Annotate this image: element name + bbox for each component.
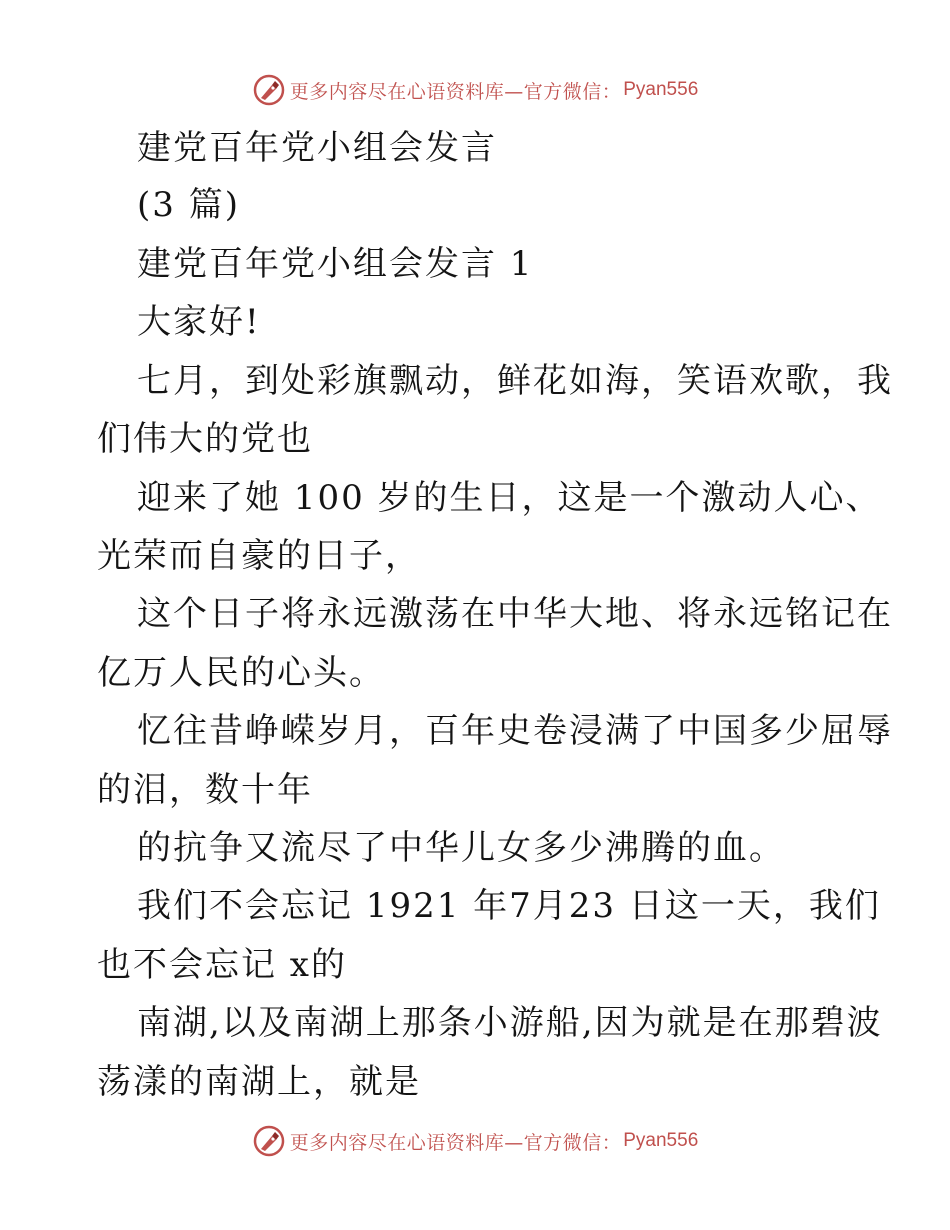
greeting: 大家好! (137, 302, 261, 342)
paragraph-line: 这个日子将永远激荡在中华大地、将永远铭记在 (137, 594, 893, 634)
pen-nib-logo-icon (252, 73, 286, 107)
header-watermark (0, 70, 950, 110)
paragraph-line: 也不会忘记 x的 (97, 945, 347, 985)
paragraph-line: 忆往昔峥嵘岁月，百年史卷浸满了中国多少屈辱 (137, 711, 893, 751)
paragraph-line: 们伟大的党也 (97, 419, 313, 459)
footer-watermark (0, 1121, 950, 1161)
document-title: 建党百年党小组会发言 (137, 128, 497, 168)
watermark-wechat-id: Pyan556 (623, 1130, 699, 1151)
watermark-text: 更多内容尽在心语资料库—官方微信： (289, 80, 622, 103)
document-subtitle: (3 篇) (137, 185, 240, 225)
paragraph-line: 的泪，数十年 (97, 770, 313, 810)
pen-nib-logo-icon (252, 1124, 286, 1158)
paragraph-line: 亿万人民的心头。 (97, 653, 385, 693)
watermark-wechat-id: Pyan556 (623, 79, 699, 100)
paragraph-line: 的抗争又流尽了中华儿女多少沸腾的血。 (137, 828, 785, 868)
paragraph-line: 荡漾的南湖上，就是 (97, 1062, 421, 1102)
paragraph-line: 南湖,以及南湖上那条小游船,因为就是在那碧波 (137, 1003, 883, 1043)
paragraph-line: 迎来了她 100 岁的生日，这是一个激动人心、 (137, 478, 882, 518)
paragraph-line: 七月，到处彩旗飘动，鲜花如海，笑语欢歌，我 (137, 361, 893, 401)
section-heading: 建党百年党小组会发言 1 (137, 244, 534, 284)
watermark-text: 更多内容尽在心语资料库—官方微信： (289, 1131, 622, 1154)
paragraph-line: 我们不会忘记 1921 年7月23 日这一天，我们 (137, 886, 881, 926)
paragraph-line: 光荣而自豪的日子， (97, 536, 421, 576)
